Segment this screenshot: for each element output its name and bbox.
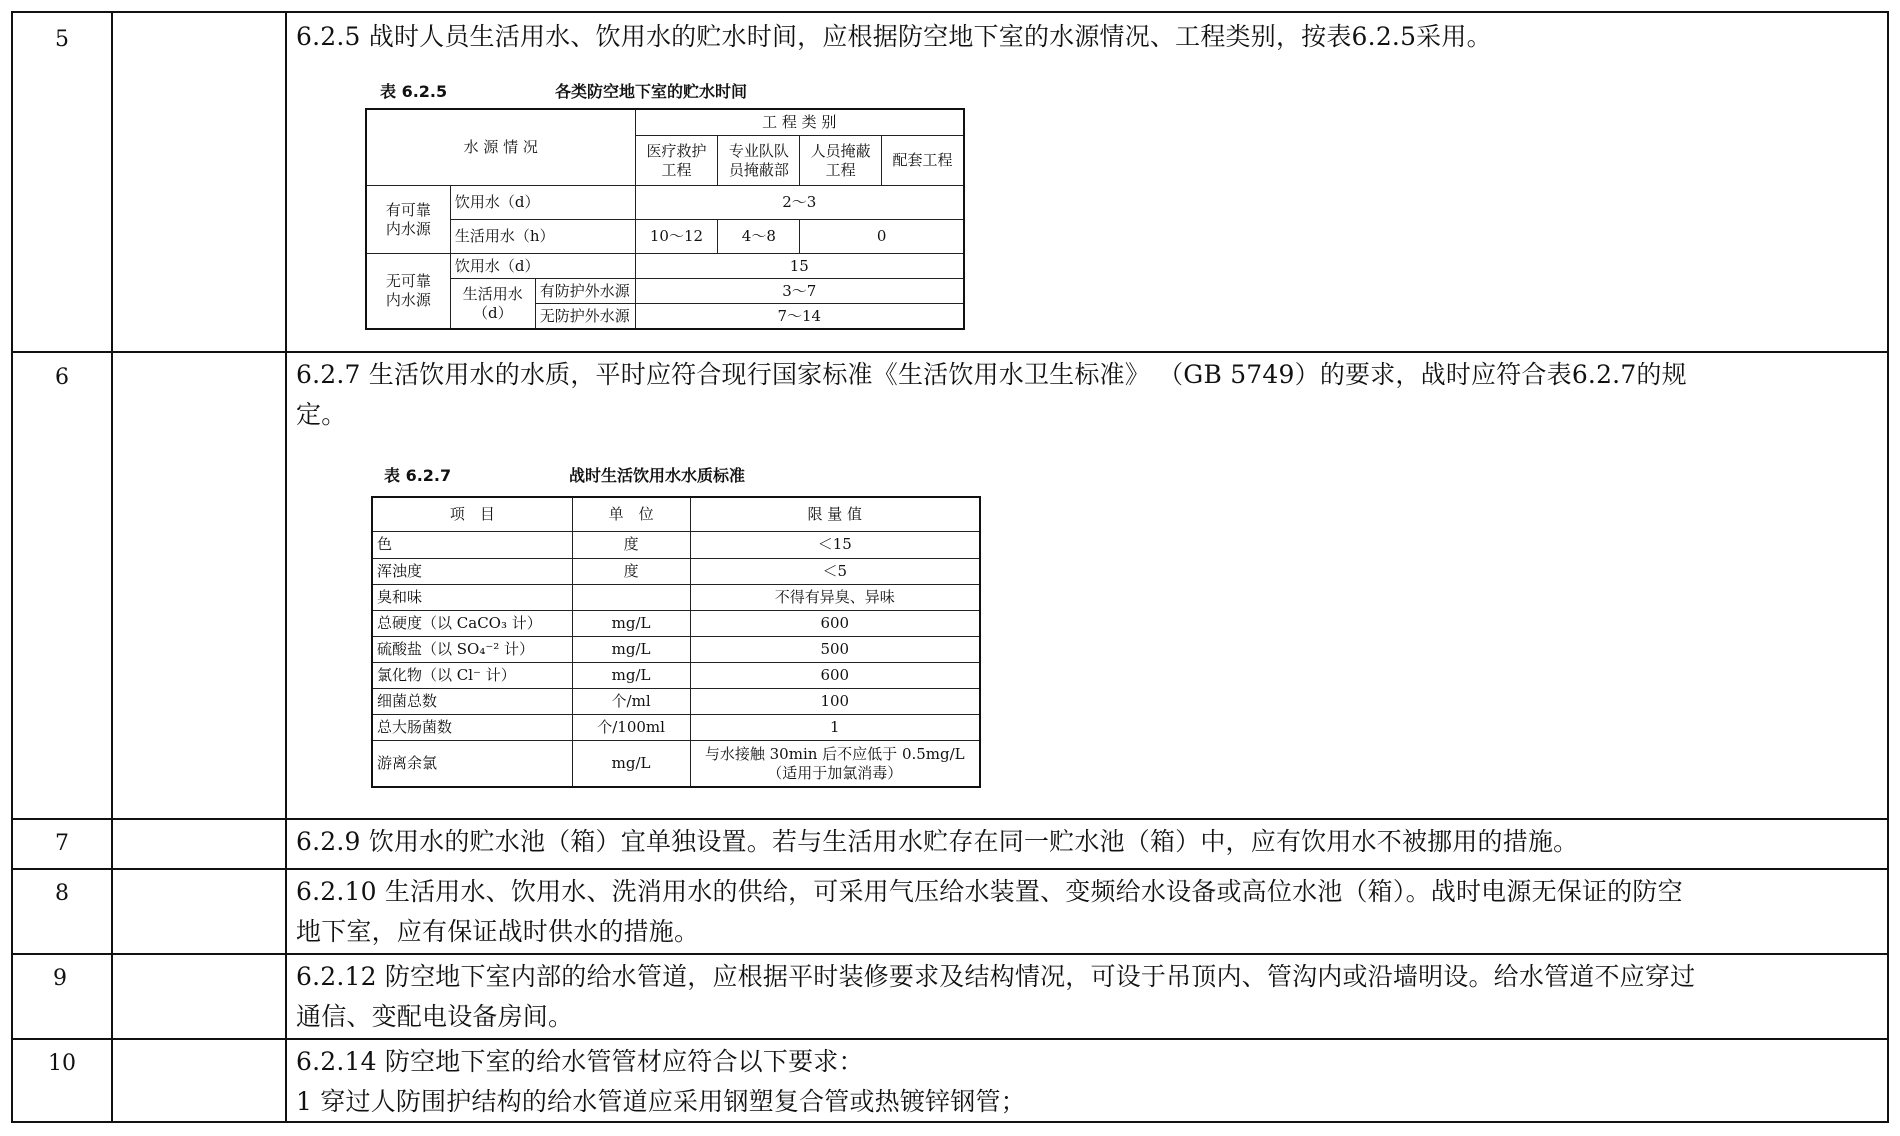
cell-unit: mg/L: [572, 636, 690, 662]
row-number: 6: [55, 365, 69, 390]
clause-text: 1 穿过人防围护结构的给水管道应采用钢塑复合管或热镀锌钢管；: [296, 1087, 1026, 1116]
cell-item: 氯化物（以 Cl⁻ 计）: [373, 662, 573, 688]
clause-6-2-5: [296, 17, 1492, 57]
label-drink-days: 饮用水（d）: [450, 254, 635, 279]
table-row: [373, 558, 980, 584]
value-life-team: 4～8: [718, 220, 800, 254]
group-unreliable-source: 无可靠 内水源: [367, 254, 451, 329]
table-row: [373, 636, 980, 662]
table-6-2-7: [372, 497, 980, 787]
row-divider: [13, 868, 1887, 870]
row-divider: [13, 953, 1887, 955]
row-divider: [13, 818, 1887, 820]
table-row: [373, 741, 980, 787]
clause-6-2-12: [296, 957, 1695, 1037]
cell-limit: ＜15: [690, 532, 979, 558]
clause-text: 6.2.7 生活饮用水的水质，平时应符合现行国家标准《生活饮用水卫生标准》 （GB 5749）的要求，战时应符合表6.2.7的规: [296, 360, 1687, 389]
label-protected-source: 有防护外水源: [535, 279, 635, 304]
clause-text: 6.2.5 战时人员生活用水、饮用水的贮水时间，应根据防空地下室的水源情况、工程类别，按表6.2.5采用。: [296, 22, 1492, 51]
clause-6-2-7: [296, 355, 1687, 435]
row-number: 10: [48, 1051, 76, 1076]
cell-item: 总硬度（以 CaCO₃ 计）: [373, 610, 573, 636]
cell-unit: 个/ml: [572, 688, 690, 714]
cell-limit: 500: [690, 636, 979, 662]
header-col-support: 配套工程: [882, 136, 964, 186]
table-row: [373, 714, 980, 740]
cell-limit: 与水接触 30min 后不应低于 0.5mg/L （适用于加氯消毒）: [690, 741, 979, 787]
table-title: 战时生活饮用水水质标准: [569, 466, 746, 485]
cell-unit: 度: [572, 558, 690, 584]
table-title: 各类防空地下室的贮水时间: [555, 82, 748, 101]
group-reliable-source: 有可靠 内水源: [367, 186, 451, 254]
label-drink-days: 饮用水（d）: [450, 186, 635, 220]
label-unprotected-source: 无防护外水源: [535, 304, 635, 329]
cell-item: 浑浊度: [373, 558, 573, 584]
value-life-medical: 10～12: [635, 220, 718, 254]
table-row: [373, 532, 980, 558]
cell-unit: [572, 584, 690, 610]
header-item: 项 目: [373, 498, 573, 532]
clause-text: 地下室，应有保证战时供水的措施。: [296, 917, 700, 946]
cell-limit: 600: [690, 662, 979, 688]
clause-text: 通信、变配电设备房间。: [296, 1002, 574, 1031]
row-number: 9: [53, 966, 67, 991]
clause-6-2-14: [296, 1042, 1026, 1122]
value-life-unprotected: 7～14: [635, 304, 963, 329]
clause-text: 定。: [296, 400, 347, 429]
table-6-2-5-caption: [380, 79, 900, 101]
table-row: [373, 584, 980, 610]
value-life-other: 0: [800, 220, 964, 254]
table-row: [373, 610, 980, 636]
cell-unit: mg/L: [572, 662, 690, 688]
cell-item: 色: [373, 532, 573, 558]
cell-item: 臭和味: [373, 584, 573, 610]
row-number: 5: [55, 27, 69, 52]
header-unit: 单 位: [572, 498, 690, 532]
cell-limit: 不得有异臭、异味: [690, 584, 979, 610]
cell-item: 游离余氯: [373, 741, 573, 787]
header-col-team: 专业队队 员掩蔽部: [718, 136, 800, 186]
cell-unit: 度: [572, 532, 690, 558]
cell-item: 硫酸盐（以 SO₄⁻² 计）: [373, 636, 573, 662]
table-number: 表 6.2.7: [384, 466, 452, 485]
row-divider: [13, 351, 1887, 353]
cell-unit: mg/L: [572, 610, 690, 636]
table-row: [373, 662, 980, 688]
cell-unit: mg/L: [572, 741, 690, 787]
clause-text: 6.2.14 防空地下室的给水管管材应符合以下要求：: [296, 1047, 864, 1076]
cell-item: 总大肠菌数: [373, 714, 573, 740]
value-drink-reliable: 2～3: [635, 186, 963, 220]
clause-6-2-9: [296, 822, 1578, 862]
header-limit: 限 量 值: [690, 498, 979, 532]
cell-limit: ＜5: [690, 558, 979, 584]
table-row: [373, 688, 980, 714]
cell-limit: 600: [690, 610, 979, 636]
cell-item: 细菌总数: [373, 688, 573, 714]
label-life-days: 生活用水 （d）: [450, 279, 535, 329]
cell-unit: 个/100ml: [572, 714, 690, 740]
value-life-protected: 3～7: [635, 279, 963, 304]
table-number: 表 6.2.5: [380, 82, 448, 101]
row-number: 7: [55, 831, 69, 856]
clause-text: 6.2.12 防空地下室内部的给水管道，应根据平时装修要求及结构情况，可设于吊顶内、管沟内或沿墙明设。给水管道不应穿过: [296, 962, 1696, 991]
header-water-source: 水 源 情 况: [367, 110, 636, 186]
clause-text: 6.2.10 生活用水、饮用水、洗消用水的供给，可采用气压给水装置、变频给水设备或高位水池（箱）。战时电源无保证的防空: [296, 877, 1683, 906]
cell-limit: 100: [690, 688, 979, 714]
header-col-medical: 医疗救护 工程: [635, 136, 718, 186]
table-6-2-5: [366, 109, 964, 329]
value-drink-unreliable: 15: [635, 254, 963, 279]
row-divider: [13, 1038, 1887, 1040]
header-project-type: 工 程 类 别: [635, 110, 963, 136]
label-life-hours: 生活用水（h）: [450, 220, 635, 254]
cell-limit: 1: [690, 714, 979, 740]
clause-6-2-10: [296, 872, 1683, 952]
clause-text: 6.2.9 饮用水的贮水池（箱）宜单独设置。若与生活用水贮存在同一贮水池（箱）中，应有饮用水不被挪用的措施。: [296, 827, 1579, 856]
table-6-2-7-caption: [384, 463, 904, 485]
header-col-shelter: 人员掩蔽 工程: [800, 136, 882, 186]
row-number: 8: [55, 881, 69, 906]
